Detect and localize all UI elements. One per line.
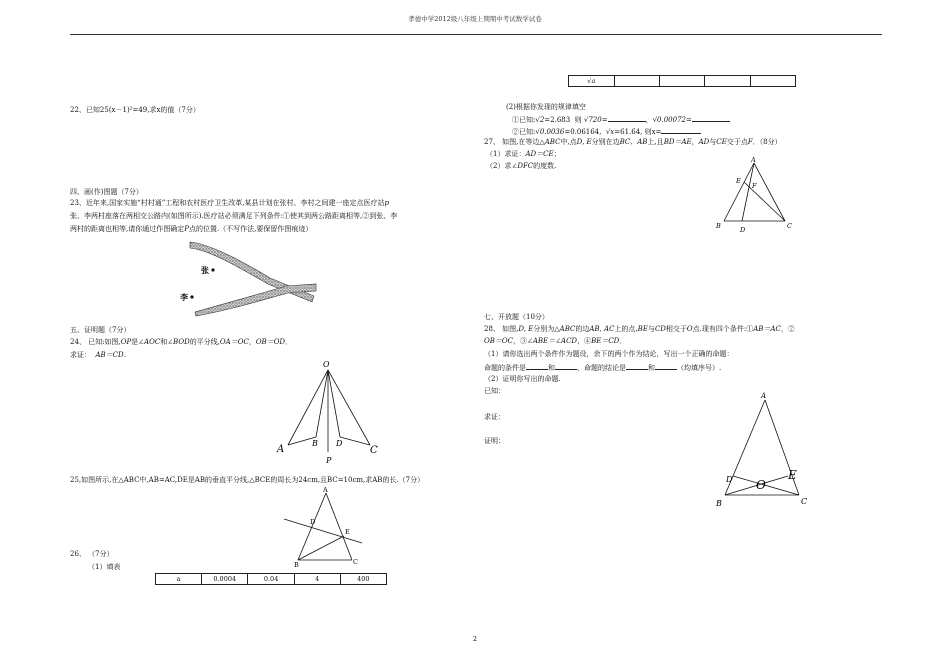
- q28-given-label: 已知：: [484, 387, 505, 395]
- point-p-symbol-2: P: [184, 225, 189, 233]
- q28-prop-and-1: 和: [548, 364, 555, 372]
- fig28-label-a: A: [761, 392, 767, 400]
- q26-2-sqrt-720: √720: [583, 116, 602, 124]
- q27-sub1-a: （1）求证：: [486, 150, 526, 158]
- question-23-line-2: 张、李两村座落在两相交公路内(如图所示).医疗站必须满足下列条件:①使其到两公路距离相等,②到张、李: [70, 212, 398, 220]
- zhang-village-label: 张: [201, 265, 209, 275]
- fig28-label-b: B: [716, 499, 722, 508]
- fig25-side-ac: [326, 493, 352, 560]
- figure-24: [276, 360, 386, 465]
- q28-cond-4-lead: ，④: [577, 337, 592, 345]
- q28-with: 与: [647, 325, 655, 333]
- fig24-label-c: C: [370, 445, 378, 456]
- q27-sub2-b: ∠DFC: [511, 162, 534, 170]
- q26-2-l2-lead: ②已知:: [512, 128, 536, 136]
- answer-blank[interactable]: [692, 114, 730, 122]
- question-26-title: 26、 （7分）: [70, 550, 114, 558]
- q26-2-eq-2: =: [686, 116, 692, 124]
- q27-sub1-c: ；: [553, 150, 561, 158]
- question-23-text-1: 23、近年来,国家实施“村村通”工程和农村医疗卫生改革,某县计划在张村、李村之间建一座定点医疗站: [70, 199, 385, 207]
- q26-part-2-title: (2)根据你发现的规律填空: [506, 103, 586, 111]
- q27-ce: CE: [716, 138, 727, 146]
- fig24-line-ob: [316, 370, 328, 437]
- q26-2-value-1: =2.683: [544, 116, 571, 124]
- point-p-symbol: p: [384, 199, 389, 207]
- q26-2-value-2: =0.06164,: [564, 128, 602, 136]
- table-cell: a: [156, 574, 202, 585]
- q27-intersect: 交于点: [726, 138, 748, 146]
- road-lower: [195, 284, 316, 316]
- question-28-line-1: [484, 325, 795, 334]
- fig25-line-de: [284, 519, 362, 543]
- fig27-label-b: B: [716, 222, 721, 230]
- fig24-label-p: P: [326, 456, 332, 465]
- figure-28: [712, 388, 816, 510]
- table-cell: 4: [294, 574, 340, 585]
- q24-is: 是: [131, 338, 139, 346]
- q28-cond-3-lead: ，③: [512, 337, 527, 345]
- table-row: [569, 76, 796, 87]
- q26-2-l1-lead: ①已知:: [512, 116, 536, 124]
- li-village-point: [190, 295, 193, 298]
- q26-part-2-line-1: [512, 114, 730, 125]
- table-cell: [659, 76, 704, 87]
- q26-2-sqrt-x: √x: [605, 128, 615, 136]
- question-28-line-2: [484, 337, 626, 346]
- q27-ad: AD: [698, 138, 710, 146]
- q27-points: D, E: [576, 138, 592, 146]
- q27-sub1-b: AD＝CE: [525, 150, 554, 158]
- fig27-label-a: A: [751, 156, 756, 164]
- fig27-side-ab: [724, 163, 754, 221]
- question-27-line-1: [484, 138, 782, 147]
- fig24-label-d: D: [336, 439, 343, 448]
- table-cell: [705, 76, 750, 87]
- section-4-heading: 四、画(作)图题（7分）: [70, 188, 143, 196]
- q28-g: 点.现有四个条件:①: [692, 325, 754, 333]
- q27-comma: ，: [691, 138, 699, 146]
- q26-2-then-x: 则x=: [644, 128, 662, 136]
- q26-2-eq: =: [601, 116, 608, 124]
- roads-map: [180, 236, 320, 316]
- answer-blank[interactable]: [608, 114, 646, 122]
- question-23-text-4: 点的位置.（不写作法,要保留作图痕迹）: [188, 225, 313, 233]
- q27-score: ．（8分）: [752, 138, 782, 146]
- q28-be: BE: [637, 325, 648, 333]
- question-28-proposition: [484, 362, 721, 373]
- q24-prove-label: 求证：: [70, 351, 91, 359]
- q28-f: 相交于: [665, 325, 687, 333]
- table-row: [156, 574, 387, 585]
- fig28-label-o: O: [756, 478, 766, 492]
- q26-2-sqrt-00036: √0.0036: [535, 128, 565, 136]
- q28-points: D, E: [518, 325, 534, 333]
- table-26-a: [155, 573, 387, 585]
- q28-cond-3: ∠ABE＝∠ACD: [526, 337, 578, 345]
- q27-b: 中,点: [560, 138, 577, 146]
- fig27-label-f: F: [752, 182, 757, 190]
- q28-cond-end: ．: [619, 337, 627, 345]
- q27-with: 与: [709, 138, 717, 146]
- question-23-line-3: [70, 225, 312, 234]
- q28-o: O: [686, 325, 693, 333]
- question-26-sub-1: （1）填表: [88, 563, 121, 571]
- fig25-line-be: [298, 536, 344, 560]
- q28-cond-2-lead: ，②: [780, 325, 795, 333]
- table-cell: 0.0004: [202, 574, 248, 585]
- q27-sub2-c: 的度数.: [533, 162, 557, 170]
- table-26-sqrt: [568, 75, 796, 87]
- fig24-line-dc: [340, 437, 370, 445]
- question-28-sub-1: （1）请你选出两个条件作为题设，余下的两个作为结论，写出一个正确的命题：: [484, 350, 734, 358]
- q26-2-sqrt-000072: √0.00072: [652, 116, 686, 124]
- q28-sides: AB, AC: [589, 325, 615, 333]
- q27-sides: BC、AB: [619, 138, 648, 146]
- fig27-label-d: D: [740, 226, 746, 234]
- q28-c: 的边: [575, 325, 590, 333]
- section-5-heading: 五、证明题（7分）: [70, 326, 131, 334]
- figure-27: [711, 158, 801, 238]
- q28-cd: CD: [654, 325, 666, 333]
- fig24-line-oc: [328, 370, 370, 445]
- fig25-label-b: B: [294, 561, 299, 569]
- answer-blank[interactable]: [661, 126, 701, 134]
- q28-prop-a: 命题的条件是: [484, 364, 526, 372]
- q24-angle-aoc: ∠AOC: [138, 338, 161, 346]
- question-23-text-3: 两村的距离也相等,请你通过作图确定: [70, 225, 185, 233]
- q28-d: 上的点,: [614, 325, 638, 333]
- q27-d: 上,且: [647, 138, 664, 146]
- fig25-side-ab: [298, 493, 326, 560]
- fig27-side-ac: [754, 163, 785, 221]
- fig25-label-d: D: [310, 518, 316, 526]
- table-cell: 400: [340, 574, 386, 585]
- q27-sub2-a: （2）求: [486, 162, 512, 170]
- q24-prefix: 24、 已知:如图,: [70, 338, 121, 346]
- question-22: 22、已知25(x－1)²=49,求x的值（7分）: [70, 106, 200, 114]
- fig25-label-c: C: [353, 558, 358, 566]
- question-27-sub-1: [486, 150, 561, 159]
- q28-cond-4: BE＝CD: [591, 337, 620, 345]
- question-24-line-2: [70, 351, 131, 360]
- q28-a: 28、 如图,: [484, 325, 519, 333]
- fig28-label-e: E: [788, 468, 797, 482]
- table-cell: [750, 76, 795, 87]
- q26-2-value-3: =61.64,: [614, 128, 643, 136]
- question-27-sub-2: [486, 162, 556, 171]
- header-rule: [70, 34, 882, 35]
- q27-point-f: F: [747, 138, 753, 146]
- answer-blank[interactable]: [655, 362, 677, 370]
- fig24-label-a: A: [277, 444, 285, 455]
- q27-c: 分别在边: [591, 138, 620, 146]
- fig27-line-ad: [742, 163, 754, 221]
- q28-triangle: △ABC: [554, 325, 576, 333]
- q26-2-comma: ，: [645, 116, 653, 124]
- q24-sep: ，: [248, 338, 256, 346]
- q26-2-sqrt-2: √2: [535, 116, 545, 124]
- li-village-label: 李: [180, 292, 188, 302]
- q28-prop-c: （均填序号）.: [677, 364, 722, 372]
- question-28-sub-2: （2）证明你写出的命题.: [484, 375, 561, 383]
- q24-and: 和: [160, 338, 168, 346]
- fig27-line-ce: [744, 182, 785, 221]
- q24-prove-text: AB＝CD．: [95, 351, 131, 359]
- question-25: 25,如图所示,在△ABC中,AB=AC,DE是AB的垂直平分线,△BCE的周长为24cm,且BC=10cm,求AB的长.（7分）: [70, 476, 425, 484]
- zhang-village-point: [211, 268, 214, 271]
- fig24-line-oa: [288, 370, 328, 445]
- table-cell: 0.04: [248, 574, 294, 585]
- q28-b: 分别为: [533, 325, 555, 333]
- fig24-label-b: B: [312, 439, 318, 448]
- fig25-label-a: A: [323, 486, 328, 494]
- figure-25: [284, 486, 374, 571]
- q28-prop-b: ，命题的结论是: [577, 364, 626, 372]
- q28-prop-and-2: 和: [648, 364, 655, 372]
- fig27-label-c: C: [787, 222, 792, 230]
- q27-bd-ae: BD＝AE: [663, 138, 692, 146]
- q24-angle-bod: ∠BOD: [167, 338, 190, 346]
- q24-op: OP: [120, 338, 132, 346]
- page-number: 2: [472, 635, 478, 643]
- fig28-label-c: C: [801, 497, 808, 506]
- answer-blank[interactable]: [526, 362, 548, 370]
- q27-triangle: △ABC: [539, 138, 561, 146]
- q24-ob-od: OB＝OD: [255, 338, 286, 346]
- section-7-heading: 七、开放题（10分）: [484, 313, 549, 321]
- q24-end: ．: [285, 338, 293, 346]
- q28-proof-label: 证明：: [484, 437, 505, 445]
- fig28-label-d: D: [726, 475, 733, 484]
- q28-cond-2: OB＝OC: [484, 337, 513, 345]
- fig27-label-e: E: [736, 177, 741, 185]
- q27-a: 27、 如图,在等边: [484, 138, 540, 146]
- question-23-line-1: [70, 199, 389, 208]
- table-cell: √a: [569, 76, 615, 87]
- q26-part-2-line-2: [512, 126, 701, 137]
- q24-bisector-text: 的平分线,: [189, 338, 220, 346]
- fig25-label-e: E: [345, 528, 350, 536]
- q24-oa-oc: OA＝OC: [219, 338, 249, 346]
- question-24-line-1: [70, 338, 292, 347]
- table-cell: [614, 76, 659, 87]
- q26-2-then: 则: [574, 116, 582, 124]
- page-header: 孝德中学2012级八年级上期期中考试数学试卷: [408, 15, 542, 23]
- answer-blank[interactable]: [555, 362, 577, 370]
- answer-blank[interactable]: [626, 362, 648, 370]
- q28-cond-1: AB＝AC: [753, 325, 781, 333]
- fig24-label-o: O: [323, 360, 330, 369]
- q28-prove-label: 求证：: [484, 413, 505, 421]
